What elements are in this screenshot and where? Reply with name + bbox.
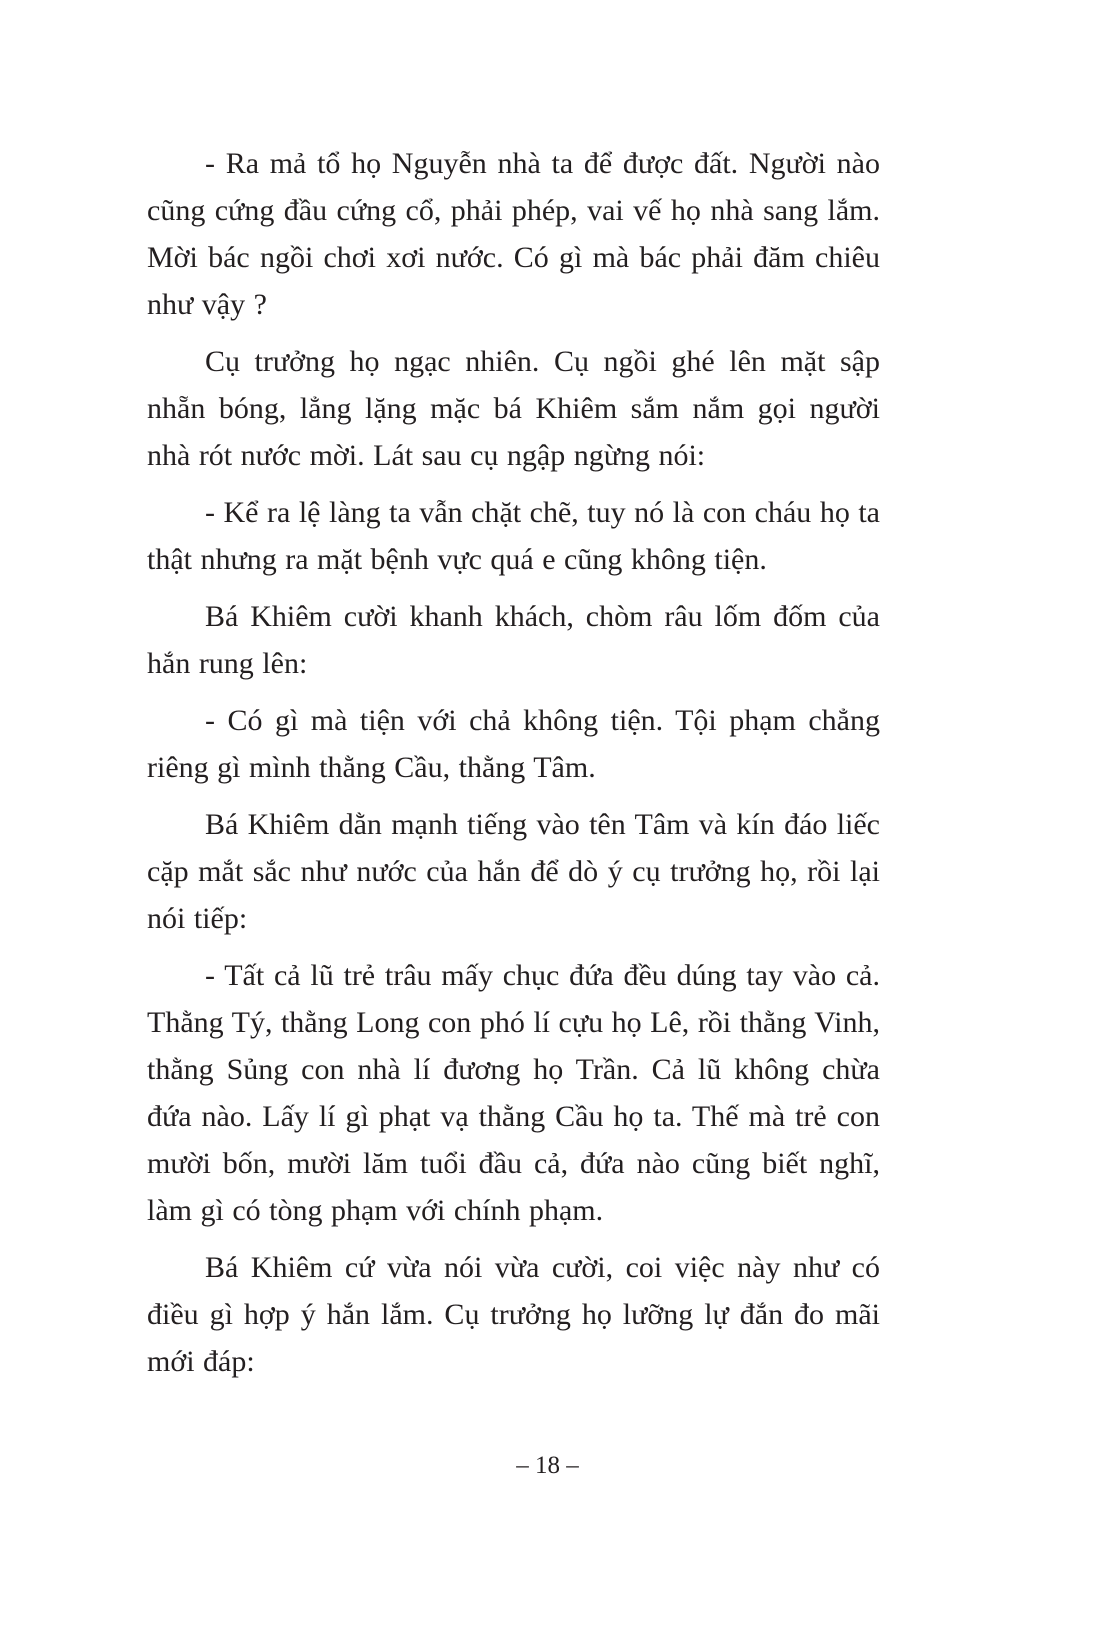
body-text xyxy=(147,140,880,1395)
paragraph-dialogue-1: - Ra mả tổ họ Nguyễn nhà ta để được đất. Người nào cũng cứng đầu cứng cổ, phải phép, vai vế họ nhà sang lắm. Mời bác ngồi chơi xơi nước. Có gì mà bác phải đăm chiêu như vậy ? xyxy=(147,147,880,321)
paragraph-narration-2: Bá Khiêm cười khanh khách, chòm râu lốm đốm của hắn rung lên: xyxy=(147,600,880,680)
paragraph-narration-3: Bá Khiêm dằn mạnh tiếng vào tên Tâm và kín đáo liếc cặp mắt sắc như nước của hắn để dò ý cụ trưởng họ, rồi lại nói tiếp: xyxy=(147,808,880,935)
paragraph-narration-4: Bá Khiêm cứ vừa nói vừa cười, coi việc này như có điều gì hợp ý hắn lắm. Cụ trưởng họ lưỡng lự đắn đo mãi mới đáp: xyxy=(147,1251,880,1378)
paragraph-dialogue-3: - Có gì mà tiện với chả không tiện. Tội phạm chẳng riêng gì mình thằng Cầu, thằng Tâm. xyxy=(147,704,880,784)
page-number: – 18 – xyxy=(516,1452,579,1479)
paragraph-dialogue-4: - Tất cả lũ trẻ trâu mấy chục đứa đều dúng tay vào cả. Thằng Tý, thằng Long con phó lí cựu họ Lê, rồi thằng Vinh, thằng Sủng con nhà lí đương họ Trần. Cả lũ không chừa đứa nào. Lấy lí gì phạt vạ thằng Cầu họ ta. Thế mà trẻ con mười bốn, mười lăm tuổi đầu cả, đứa nào cũng biết nghĩ, làm gì có tòng phạm với chính phạm. xyxy=(147,959,880,1227)
paragraph-narration-1: Cụ trưởng họ ngạc nhiên. Cụ ngồi ghé lên mặt sập nhẵn bóng, lẳng lặng mặc bá Khiêm sắm nắm gọi người nhà rót nước mời. Lát sau cụ ngập ngừng nói: xyxy=(147,345,880,472)
paragraph-dialogue-2: - Kể ra lệ làng ta vẫn chặt chẽ, tuy nó là con cháu họ ta thật nhưng ra mặt bệnh vực quá e cũng không tiện. xyxy=(147,496,880,576)
